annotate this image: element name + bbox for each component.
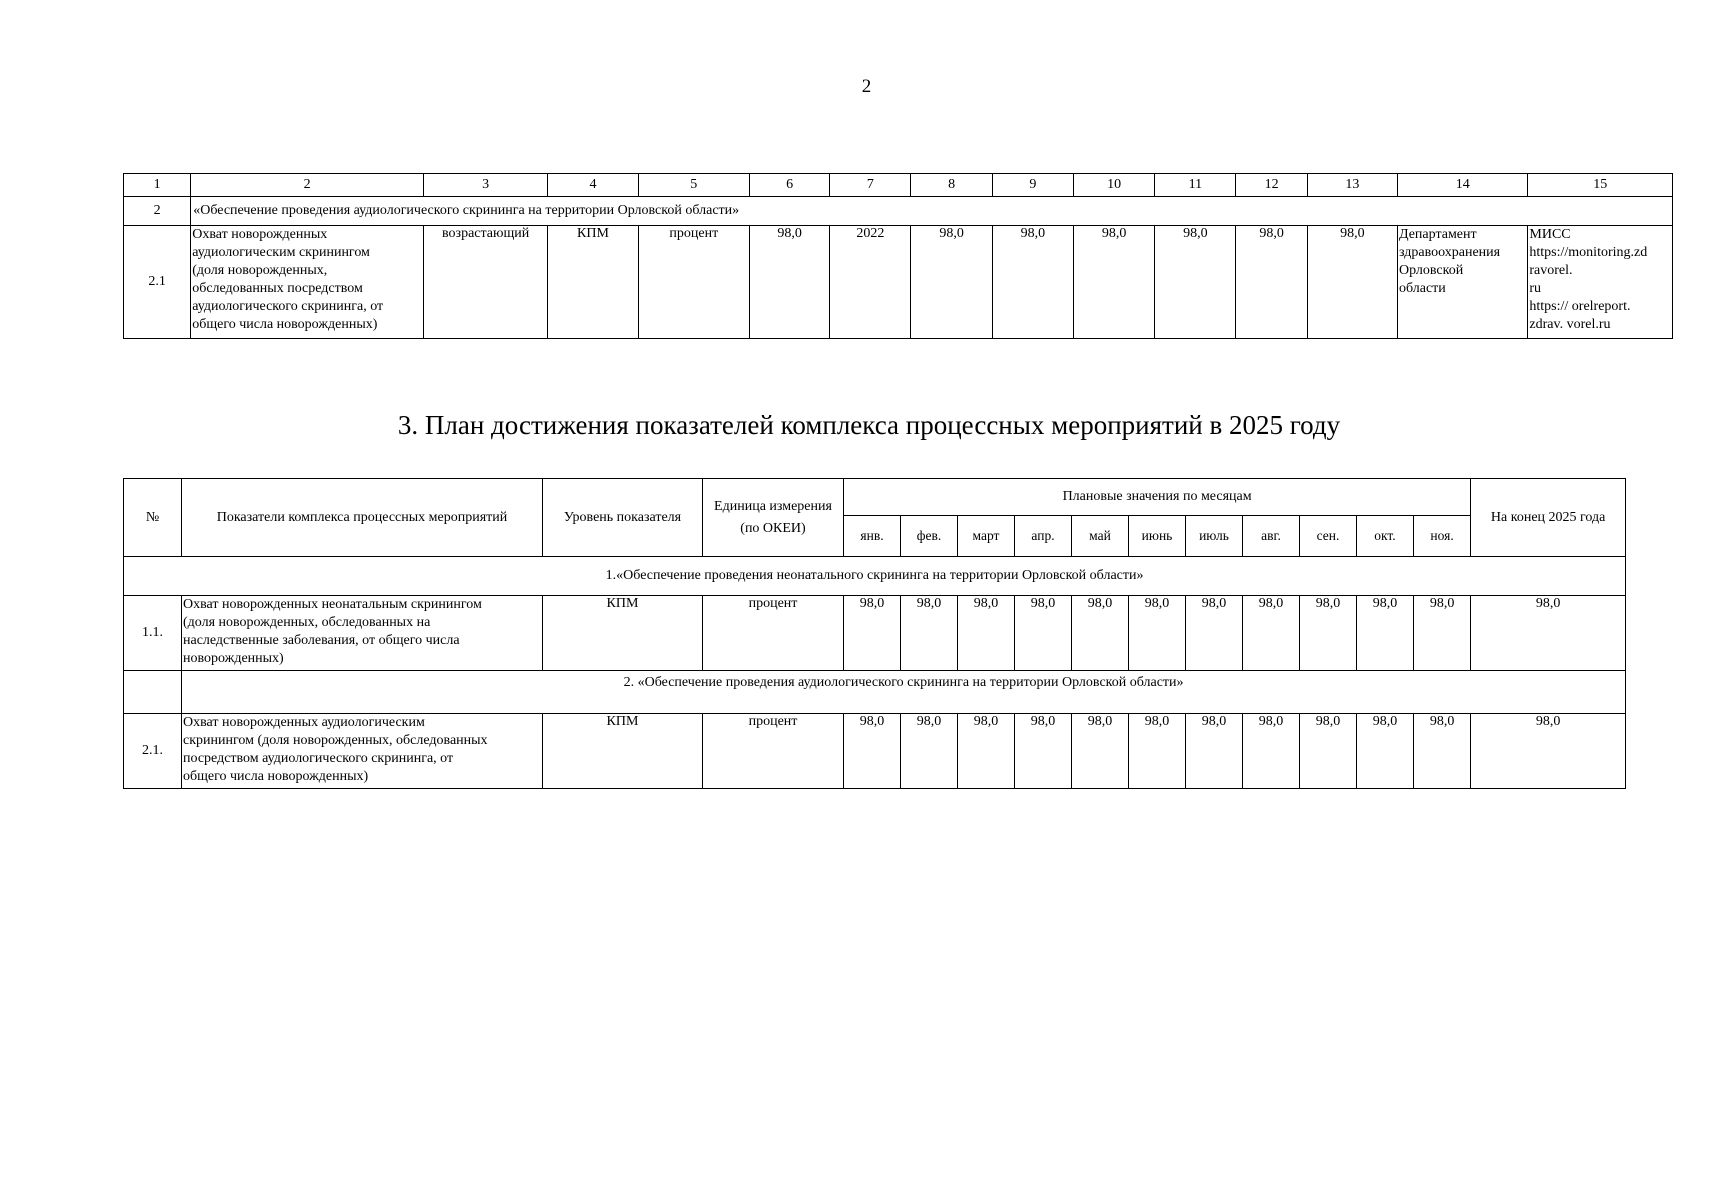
month-header: март — [958, 516, 1015, 557]
text-line: https://monitoring.zd — [1529, 245, 1648, 260]
column-number: 13 — [1307, 174, 1397, 197]
value-cell: 98,0 — [992, 226, 1073, 339]
value-cell: 98,0 — [1307, 226, 1397, 339]
value-cell: 98,0 — [1073, 226, 1154, 339]
source-cell — [1528, 226, 1673, 339]
month-value: 98,0 — [1015, 714, 1072, 789]
column-number: 11 — [1155, 174, 1236, 197]
text-line: https:// orelreport. — [1529, 299, 1631, 314]
text-line: посредством аудиологического скрининга, от — [183, 751, 454, 766]
month-value: 98,0 — [1186, 714, 1243, 789]
column-number: 2 — [191, 174, 424, 197]
month-value: 98,0 — [1186, 596, 1243, 671]
month-header: сен. — [1300, 516, 1357, 557]
column-number: 10 — [1073, 174, 1154, 197]
month-header: фев. — [901, 516, 958, 557]
month-value: 98,0 — [901, 714, 958, 789]
table-row — [124, 596, 1626, 671]
month-header: июль — [1186, 516, 1243, 557]
month-value: 98,0 — [1129, 714, 1186, 789]
month-value: 98,0 — [1414, 596, 1471, 671]
month-value: 98,0 — [1015, 596, 1072, 671]
section-heading: 3. План достижения показателей комплекса процессных мероприятий в 2025 году — [397, 410, 1341, 440]
unit-cell: процент — [703, 596, 844, 671]
indicators-table — [123, 173, 1673, 339]
month-header: янв. — [844, 516, 901, 557]
text-line: общего числа новорожденных) — [183, 769, 369, 784]
column-number: 14 — [1397, 174, 1527, 197]
text-line: zdrav. vorel.ru — [1529, 317, 1611, 332]
month-header: июнь — [1129, 516, 1186, 557]
unit-cell: процент — [703, 714, 844, 789]
text-line: здравоохранения — [1398, 245, 1501, 260]
table-row — [124, 226, 1673, 339]
section-number: 2 — [124, 197, 191, 226]
indicator-name — [182, 714, 543, 789]
month-value: 98,0 — [1243, 714, 1300, 789]
text-line: обследованных посредством — [192, 281, 363, 296]
text-line: Охват новорожденных неонатальным скринингом — [183, 597, 482, 612]
responsible-cell — [1397, 226, 1527, 339]
indicator-name — [182, 596, 543, 671]
text-line: ru — [1529, 281, 1542, 296]
month-header: апр. — [1015, 516, 1072, 557]
base-value-cell: 98,0 — [749, 226, 829, 339]
unit-cell: процент — [638, 226, 749, 339]
header-level: Уровень показателя — [543, 479, 703, 557]
month-value: 98,0 — [1357, 714, 1414, 789]
month-value: 98,0 — [844, 596, 901, 671]
text-line: (по ОКЕИ) — [740, 520, 806, 536]
text-line: Единица измерения — [714, 498, 832, 514]
level-cell: КПМ — [548, 226, 638, 339]
column-number: 12 — [1236, 174, 1307, 197]
month-value: 98,0 — [1414, 714, 1471, 789]
column-number: 7 — [830, 174, 911, 197]
value-cell: 98,0 — [911, 226, 992, 339]
empty-cell — [124, 671, 182, 714]
month-header: авг. — [1243, 516, 1300, 557]
section-title: 1.«Обеспечение проведения неонатального скрининга на территории Орловской области» — [124, 557, 1626, 596]
row-number: 2.1 — [124, 226, 191, 339]
column-number: 1 — [124, 174, 191, 197]
table-row — [124, 714, 1626, 789]
month-value: 98,0 — [901, 596, 958, 671]
header-number: № — [124, 479, 182, 557]
text-line: аудиологическим скринингом — [192, 245, 370, 260]
header-unit — [703, 479, 844, 557]
month-value: 98,0 — [1243, 596, 1300, 671]
column-number: 3 — [423, 174, 547, 197]
value-cell: 98,0 — [1236, 226, 1307, 339]
section-row — [124, 197, 1673, 226]
month-value: 98,0 — [958, 596, 1015, 671]
month-header: окт. — [1357, 516, 1414, 557]
month-value: 98,0 — [1300, 596, 1357, 671]
column-number: 9 — [992, 174, 1073, 197]
page-number: 2 — [861, 76, 872, 97]
column-numbers-row — [124, 174, 1673, 197]
indicator-name — [191, 226, 424, 339]
level-cell: КПМ — [543, 596, 703, 671]
month-value: 98,0 — [1129, 596, 1186, 671]
level-cell: КПМ — [543, 714, 703, 789]
text-line: (доля новорожденных, — [192, 263, 328, 278]
text-line: (доля новорожденных, обследованных на — [183, 615, 431, 630]
text-line: новорожденных) — [183, 651, 284, 666]
text-line: МИСС — [1529, 227, 1571, 242]
year-end-value: 98,0 — [1471, 714, 1626, 789]
section-title: 2. «Обеспечение проведения аудиологического скрининга на территории Орловской области» — [182, 671, 1626, 714]
year-end-value: 98,0 — [1471, 596, 1626, 671]
text-line: Охват новорожденных — [192, 227, 328, 242]
column-number: 4 — [548, 174, 638, 197]
header-row — [124, 479, 1626, 516]
column-number: 5 — [638, 174, 749, 197]
text-line: области — [1398, 281, 1446, 296]
text-line: Департамент — [1398, 227, 1477, 242]
row-number: 1.1. — [124, 596, 182, 671]
text-line: Орловской — [1398, 263, 1464, 278]
month-header: ноя. — [1414, 516, 1471, 557]
text-line: наследственные заболевания, от общего числа — [183, 633, 460, 648]
text-line: ravorel. — [1529, 263, 1573, 278]
column-number: 8 — [911, 174, 992, 197]
month-value: 98,0 — [1072, 596, 1129, 671]
header-planned: Плановые значения по месяцам — [844, 479, 1471, 516]
text-line: общего числа новорожденных) — [192, 317, 378, 332]
text-line: Охват новорожденных аудиологическим — [183, 715, 425, 730]
month-value: 98,0 — [1357, 596, 1414, 671]
text-line: скринингом (доля новорожденных, обследованных — [183, 733, 488, 748]
base-year-cell: 2022 — [830, 226, 911, 339]
month-value: 98,0 — [958, 714, 1015, 789]
text-line: аудиологического скрининга, от — [192, 299, 384, 314]
section-title: «Обеспечение проведения аудиологического скрининга на территории Орловской области» — [191, 197, 1673, 226]
column-number: 15 — [1528, 174, 1673, 197]
month-header: май — [1072, 516, 1129, 557]
column-number: 6 — [749, 174, 829, 197]
header-indicator: Показатели комплекса процессных мероприятий — [182, 479, 543, 557]
month-value: 98,0 — [1072, 714, 1129, 789]
section-row — [124, 671, 1626, 714]
month-value: 98,0 — [844, 714, 901, 789]
month-value: 98,0 — [1300, 714, 1357, 789]
monthly-plan-table — [123, 478, 1626, 789]
section-row — [124, 557, 1626, 596]
row-number: 2.1. — [124, 714, 182, 789]
header-year-end: На конец 2025 года — [1471, 479, 1626, 557]
trend-cell: возрастающий — [423, 226, 547, 339]
value-cell: 98,0 — [1155, 226, 1236, 339]
